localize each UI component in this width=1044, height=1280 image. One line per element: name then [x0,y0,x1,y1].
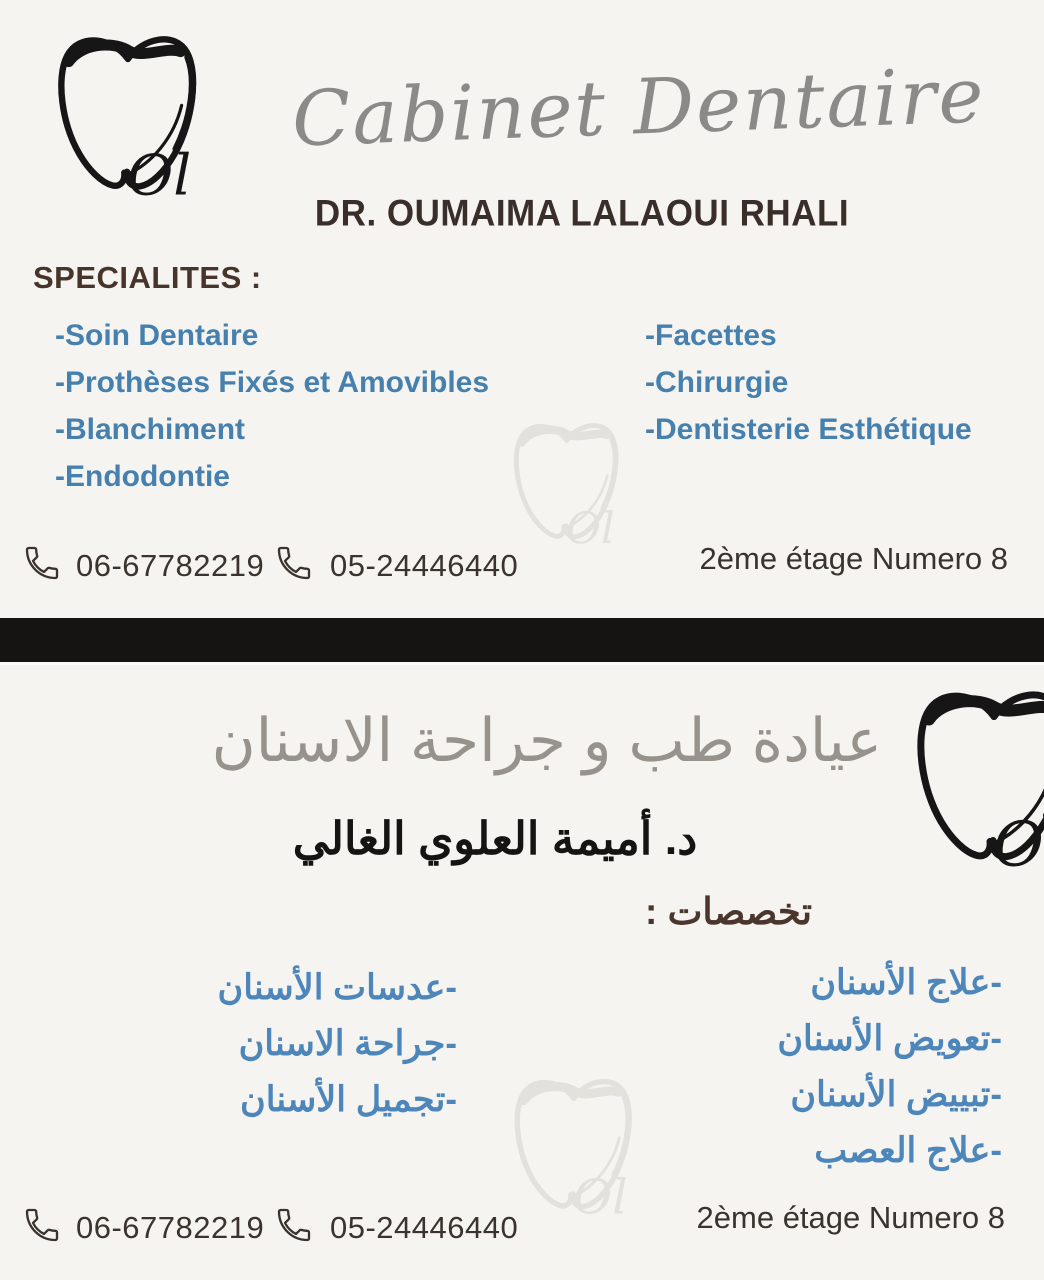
phone-number-1: 06-67782219 [76,1210,265,1245]
list-item: -جراحة الاسنان [238,1024,457,1063]
list-item: -تبييض الأسنان [790,1075,1002,1114]
phone-number-1: 06-67782219 [76,548,265,583]
specialties-heading-arabic: تخصصات : [645,891,813,932]
list-item: -Chirurgie [645,366,789,399]
list-item: -Facettes [645,319,777,352]
clinic-title-arabic: عيادة طب و جراحة الاسنان [211,707,882,774]
doctor-name-arabic: د. أميمة العلوي الغالي [292,813,698,864]
phone-icon [22,543,62,583]
specialties-list-arabic-left [55,960,457,1128]
specialties-list-french-right [645,312,972,453]
list-item: -Soin Dentaire [55,319,259,352]
doctor-name-french: DR. OUMAIMA LALAOUI RHALI [314,193,850,234]
specialties-list-french-left [55,312,489,500]
address-arabic-card: 2ème étage Numero 8 [696,1200,1005,1235]
phone-icon [274,1205,314,1245]
list-item: -Prothèses Fixés et Amovibles [55,366,490,399]
list-item: -تعويض الأسنان [777,1019,1002,1058]
divider-bar [0,618,1044,662]
list-item: -علاج الأسنان [810,963,1002,1002]
clinic-script-title: Cabinet Dentaire [290,50,987,164]
phone-number-2: 05-24446440 [330,1210,519,1245]
address-french: 2ème étage Numero 8 [699,541,1008,576]
phone-icon [274,543,314,583]
french-card [0,0,1044,618]
list-item: -علاج العصب [814,1131,1002,1170]
list-item: -Dentisterie Esthétique [645,413,972,446]
specialties-heading-french: SPECIALITES : [33,260,262,295]
specialties-list-arabic-right [560,955,1002,1179]
tooth-logo-icon [36,16,218,212]
tooth-watermark [496,408,636,556]
list-item: -Blanchiment [55,413,246,446]
phone-icon [22,1205,62,1245]
list-item: -عدسات الأسنان [217,968,457,1007]
phone-number-2: 05-24446440 [330,548,519,583]
tooth-logo-icon [893,664,1044,890]
list-item: -Endodontie [55,460,230,493]
list-item: -تجميل الأسنان [240,1080,457,1119]
